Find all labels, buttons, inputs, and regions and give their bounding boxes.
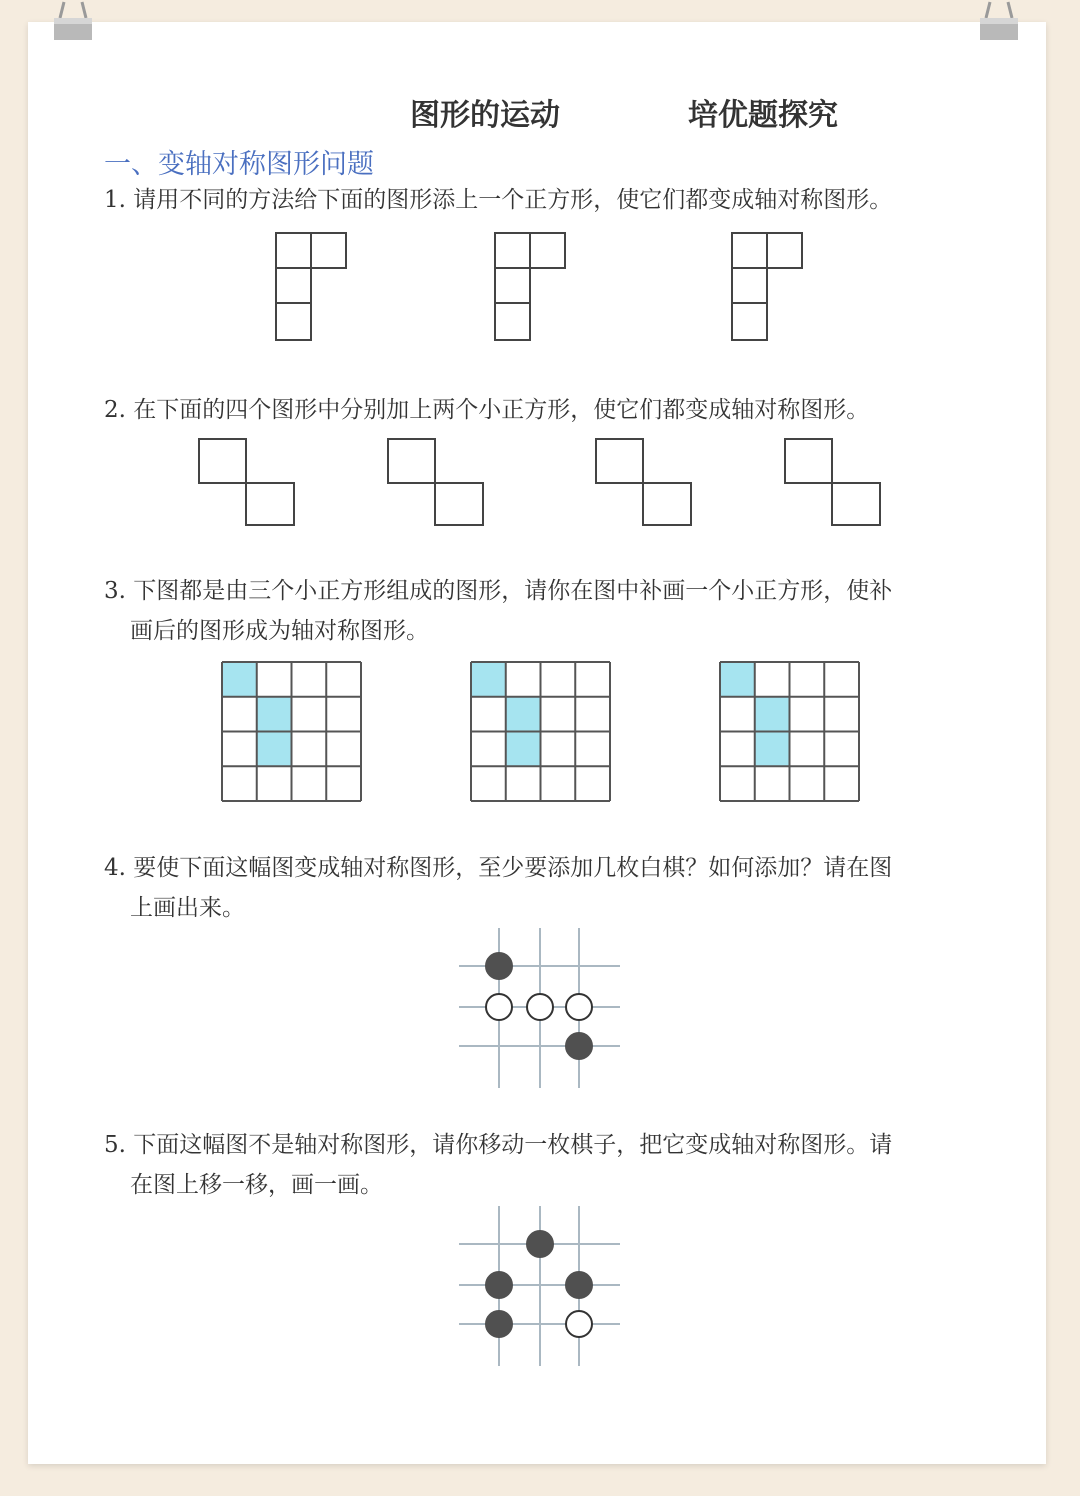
highlighted-cell bbox=[257, 697, 292, 732]
white-stone bbox=[527, 994, 553, 1020]
title-right: 培优题探究 bbox=[688, 98, 838, 133]
black-stone bbox=[566, 1033, 592, 1059]
question-1-text: 1. 请用不同的方法给下面的图形添上一个正方形，使它们都变成轴对称图形。 bbox=[104, 187, 893, 213]
page-title bbox=[0, 90, 1080, 134]
grid-2 bbox=[471, 662, 610, 801]
question-4 bbox=[104, 848, 984, 928]
question-2-text: 2. 在下面的四个图形中分别加上两个小正方形，使它们都变成轴对称图形。 bbox=[104, 397, 870, 423]
question-3 bbox=[104, 571, 984, 651]
question-4-text-line2: 上画出来。 bbox=[130, 895, 245, 921]
question-5-text-line1: 5. 下面这幅图不是轴对称图形，请你移动一枚棋子，把它变成轴对称图形。请 bbox=[104, 1132, 893, 1158]
black-stone bbox=[527, 1231, 553, 1257]
question-2-figures bbox=[0, 436, 1080, 530]
question-2 bbox=[104, 390, 984, 430]
step-shape-2 bbox=[388, 439, 483, 525]
highlighted-cell bbox=[471, 662, 506, 697]
white-stone bbox=[486, 994, 512, 1020]
l-shape-1 bbox=[276, 233, 346, 340]
step-shape-3 bbox=[596, 439, 691, 525]
l-shape-3 bbox=[732, 233, 802, 340]
question-3-text-line2: 画后的图形成为轴对称图形。 bbox=[130, 618, 429, 644]
highlighted-cell bbox=[506, 697, 541, 732]
section-heading: 一、变轴对称图形问题 bbox=[104, 149, 374, 180]
question-5-text-line2: 在图上移一移，画一画。 bbox=[130, 1172, 383, 1198]
white-stone bbox=[566, 1311, 592, 1337]
white-stone bbox=[566, 994, 592, 1020]
question-1 bbox=[104, 180, 984, 220]
binder-clip-right-icon bbox=[976, 0, 1022, 44]
step-shape-4 bbox=[785, 439, 880, 525]
question-1-figures bbox=[0, 228, 1080, 346]
question-3-text-line1: 3. 下图都是由三个小正方形组成的图形，请你在图中补画一个小正方形，使补 bbox=[104, 578, 893, 604]
question-5-go-board bbox=[0, 1202, 1080, 1370]
title-left: 图形的运动 bbox=[410, 98, 560, 133]
question-5 bbox=[104, 1125, 984, 1205]
question-3-grids bbox=[0, 656, 1080, 808]
grid-1 bbox=[222, 662, 361, 801]
question-4-go-board bbox=[0, 924, 1080, 1090]
binder-clip-left-icon bbox=[50, 0, 96, 44]
question-4-text-line1: 4. 要使下面这幅图变成轴对称图形，至少要添加几枚白棋？如何添加？请在图 bbox=[104, 855, 893, 881]
highlighted-cell bbox=[720, 662, 755, 697]
black-stone bbox=[486, 1272, 512, 1298]
black-stone bbox=[486, 1311, 512, 1337]
highlighted-cell bbox=[257, 732, 292, 767]
l-shape-2 bbox=[495, 233, 565, 340]
highlighted-cell bbox=[755, 697, 790, 732]
highlighted-cell bbox=[506, 732, 541, 767]
black-stone bbox=[566, 1272, 592, 1298]
step-shape-1 bbox=[199, 439, 294, 525]
highlighted-cell bbox=[222, 662, 257, 697]
grid-3 bbox=[720, 662, 859, 801]
black-stone bbox=[486, 953, 512, 979]
highlighted-cell bbox=[755, 732, 790, 767]
